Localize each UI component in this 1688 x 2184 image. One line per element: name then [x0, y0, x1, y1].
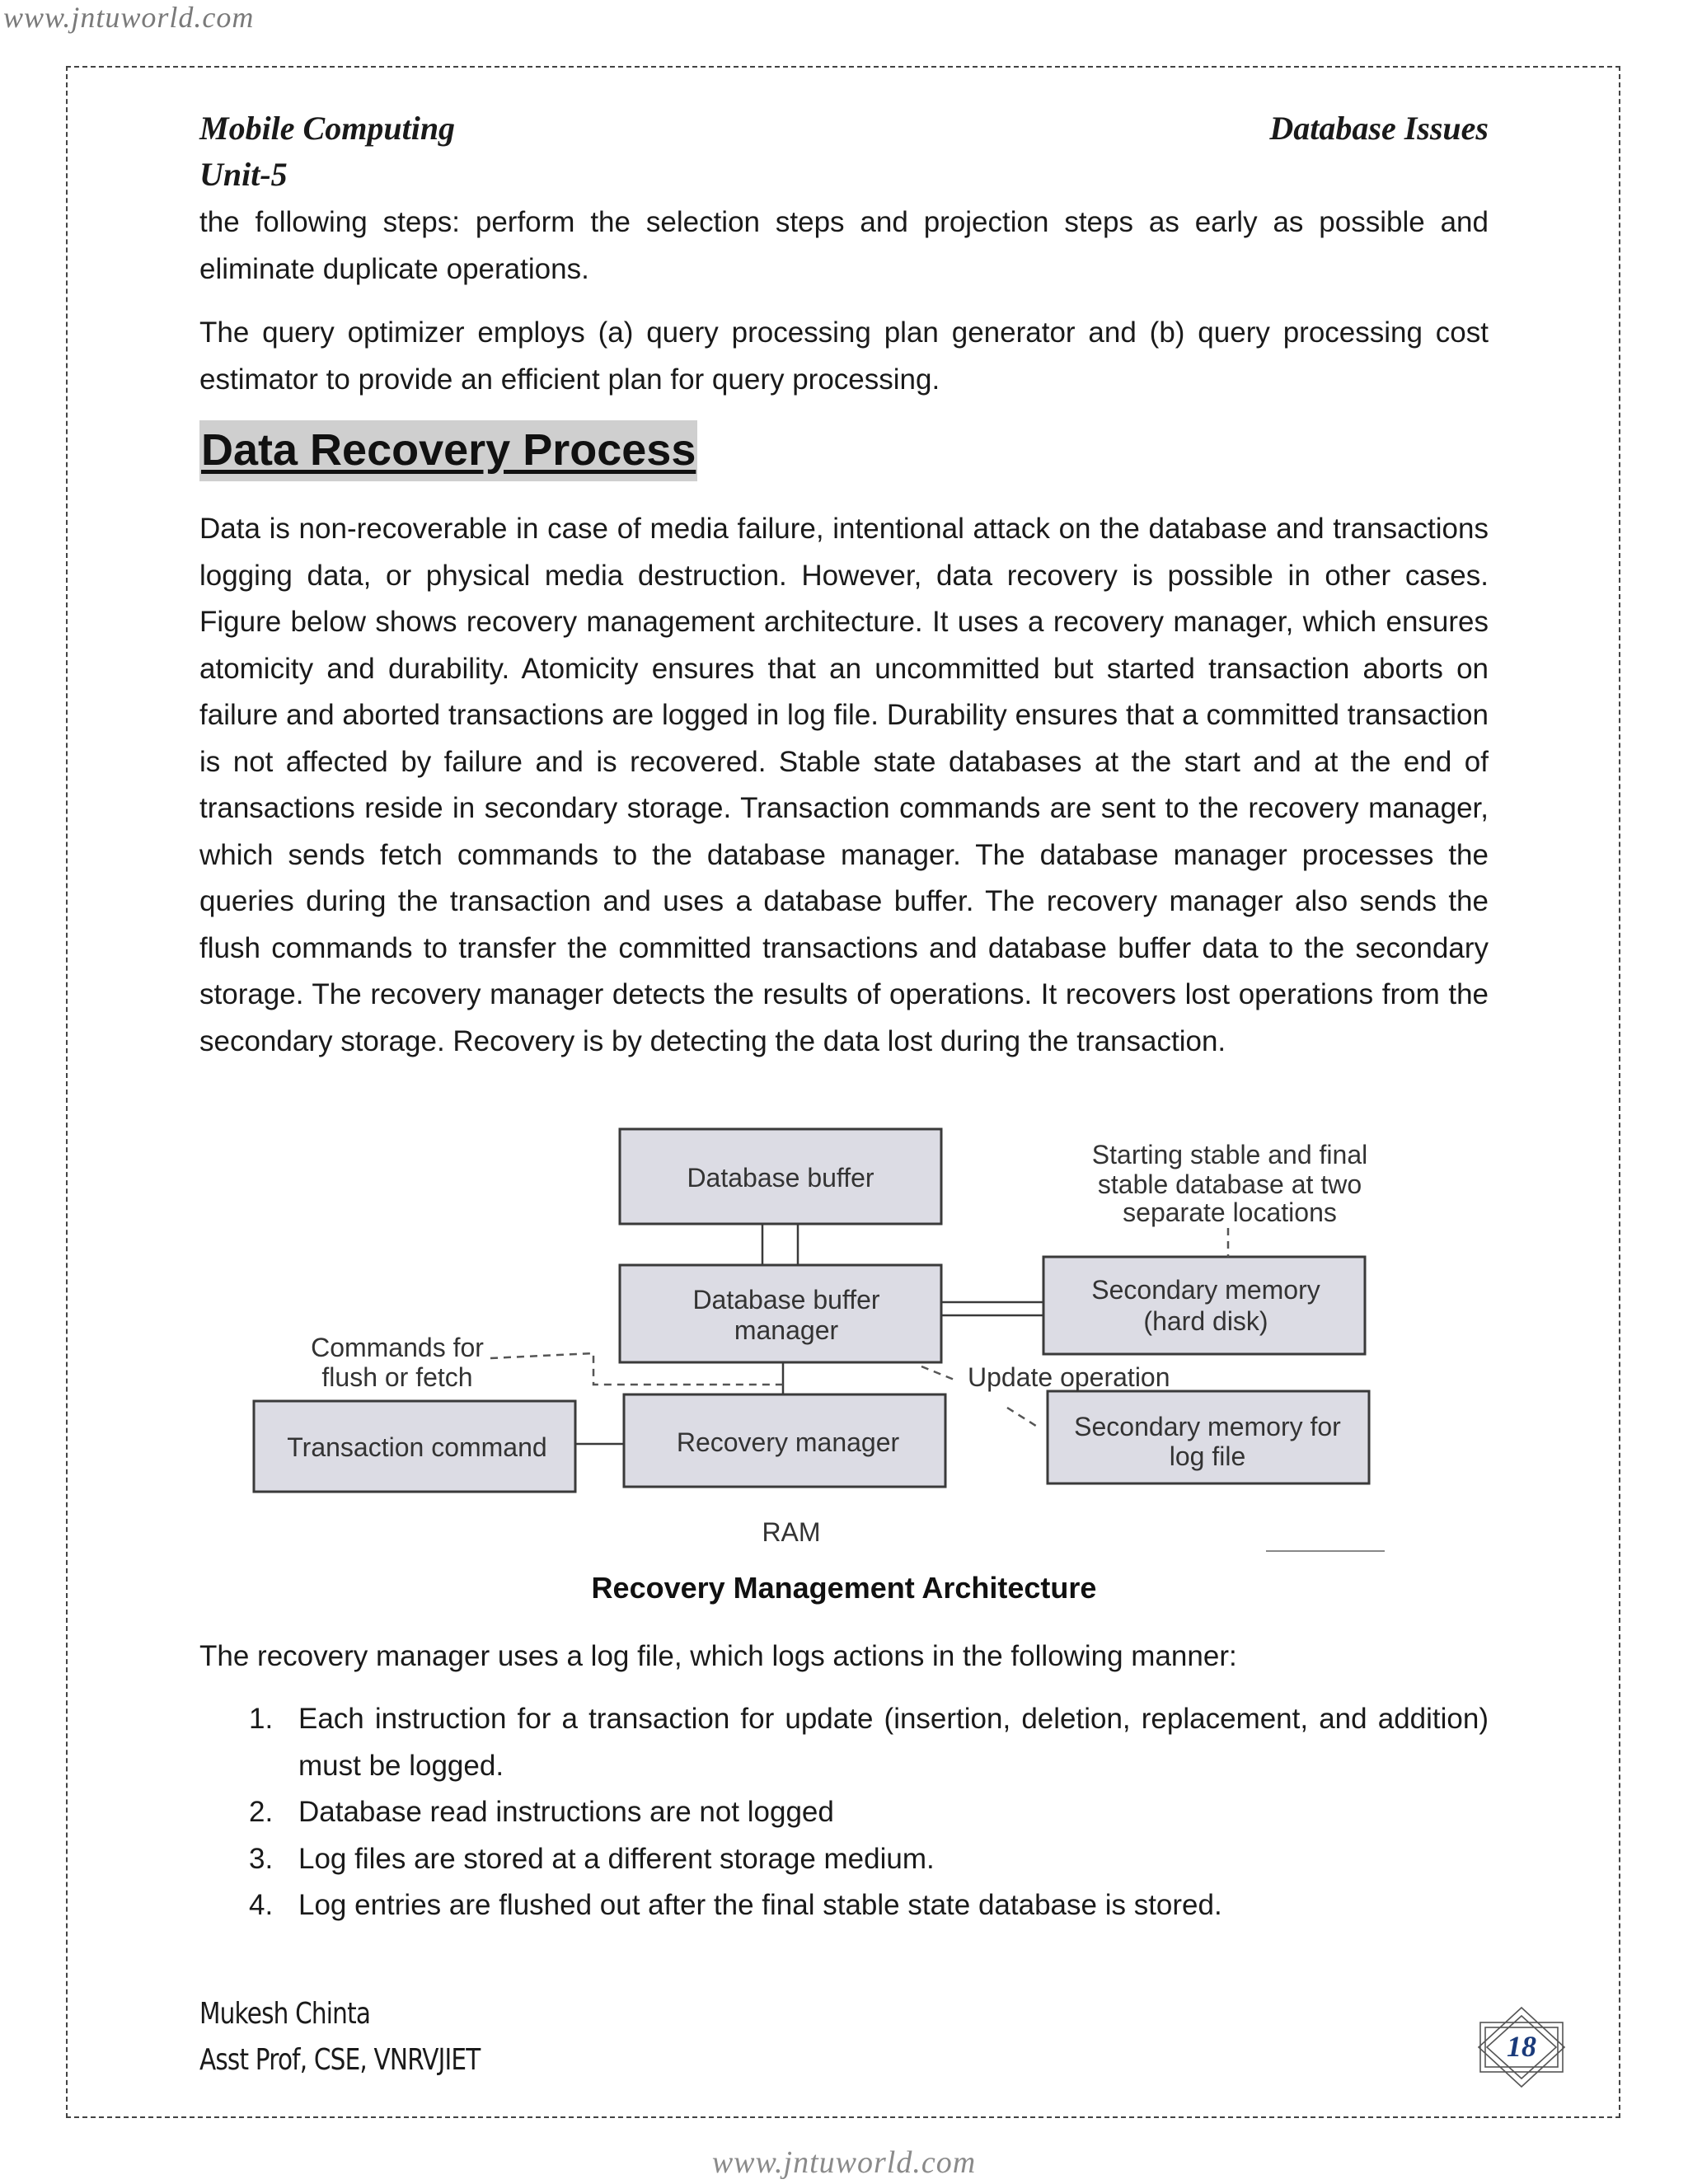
starting-label-1: Starting stable and final	[1091, 1140, 1368, 1169]
commands-label-1: Commands for	[311, 1333, 484, 1362]
paragraph-3: Data is non-recoverable in case of media failure, intentional attack on the database and transactions logging data, or physical media destruction. However, data recovery is possible in other cases. Figure below shows recovery management architecture. It uses a recovery manager, which ensures atomicity and durability. Atomicity ensures that an uncommitted but started transaction aborts on failure and aborted transactions are logged in log file. Durability ensures that a committed transaction is not affected by failure and is recovered. Stable state databases at the start and at the end of transactions reside in secondary storage. Transaction commands are sent to the recovery manager, which sends fetch commands to the database manager. The database manager processes the queries during the transaction and uses a database buffer. The recovery manager also sends the flush commands to transfer the committed transactions and database buffer data to the secondary storage. The recovery manager detects the results of operations. It recovers lost operations from the secondary storage. Recovery is by detecting the data lost during the transaction.	[199, 513, 1489, 1057]
list-item	[199, 1789, 1489, 1836]
figure-caption: Recovery Management Architecture	[591, 1571, 1097, 1605]
page-number-badge	[1472, 2004, 1571, 2090]
header-subject: Mobile Computing	[199, 110, 456, 147]
list-item-number: 3.	[249, 1842, 274, 1875]
figure-diagram	[247, 1121, 1393, 1558]
page-number: 18	[1507, 2030, 1536, 2063]
header-left	[199, 105, 455, 198]
watermark-bottom: www.jntuworld.com	[711, 2145, 977, 2180]
list-item-text: Log entries are flushed out after the final stable state database is stored.	[298, 1889, 1222, 1921]
list-item-number: 2.	[249, 1796, 274, 1828]
section-heading: Data Recovery Process	[199, 420, 697, 481]
list-item-number: 4.	[249, 1889, 274, 1921]
secondary-log-label-2: log file	[1169, 1441, 1246, 1471]
paragraph-1: the following steps: perform the selection steps and projection steps as early as possible and eliminate duplicate operations.	[199, 206, 1489, 285]
recovery-manager-label: Recovery manager	[676, 1427, 900, 1457]
footer-author: Mukesh Chinta	[199, 1997, 371, 2031]
recovery-architecture-figure	[247, 1121, 1393, 1558]
list-item	[199, 1836, 1489, 1883]
ram-label: RAM	[762, 1517, 821, 1547]
starting-label-2: stable database at two	[1097, 1169, 1362, 1199]
list-item-text: Each instruction for a transaction for update (insertion, deletion, replacement, and addition) must be logged.	[298, 1703, 1489, 1782]
list-item-text: Database read instructions are not logged	[298, 1796, 834, 1828]
update-dashed-leader-b	[1007, 1408, 1039, 1427]
header-unit: Unit-5	[199, 156, 288, 193]
secondary-log-label-1: Secondary memory for	[1074, 1412, 1341, 1441]
starting-label-3: separate locations	[1123, 1197, 1337, 1227]
paragraph-2: The query optimizer employs (a) query processing plan generator and (b) query processing cost estimator to provide an efficient plan for query processing.	[199, 316, 1489, 396]
paragraph-4: The recovery manager uses a log file, which logs actions in the following manner:	[199, 1640, 1237, 1672]
commands-label-2: flush or fetch	[321, 1362, 473, 1392]
watermark-top: www.jntuworld.com	[3, 1, 255, 34]
transaction-command-label: Transaction command	[287, 1432, 547, 1462]
db-buffer-manager-label-2: manager	[734, 1315, 839, 1345]
secondary-memory-box	[1043, 1257, 1365, 1354]
footer-designation: Asst Prof, CSE, VNRVJIET	[199, 2043, 481, 2077]
header-topic: Database Issues	[1269, 110, 1489, 147]
list-item-number: 1.	[249, 1703, 274, 1735]
db-buffer-manager-label-1: Database buffer	[692, 1285, 880, 1315]
list-item	[199, 1882, 1489, 1929]
list-item-text: Log files are stored at a different storage medium.	[298, 1842, 935, 1875]
secondary-memory-label-1: Secondary memory	[1091, 1275, 1320, 1305]
footer-author-block	[199, 1991, 480, 2083]
update-operation-label: Update operation	[968, 1362, 1170, 1392]
log-rules-list	[199, 1696, 1489, 1929]
update-dashed-leader-a	[921, 1366, 956, 1380]
secondary-memory-label-2: (hard disk)	[1143, 1306, 1268, 1336]
list-item	[199, 1696, 1489, 1789]
db-buffer-label: Database buffer	[687, 1163, 874, 1193]
